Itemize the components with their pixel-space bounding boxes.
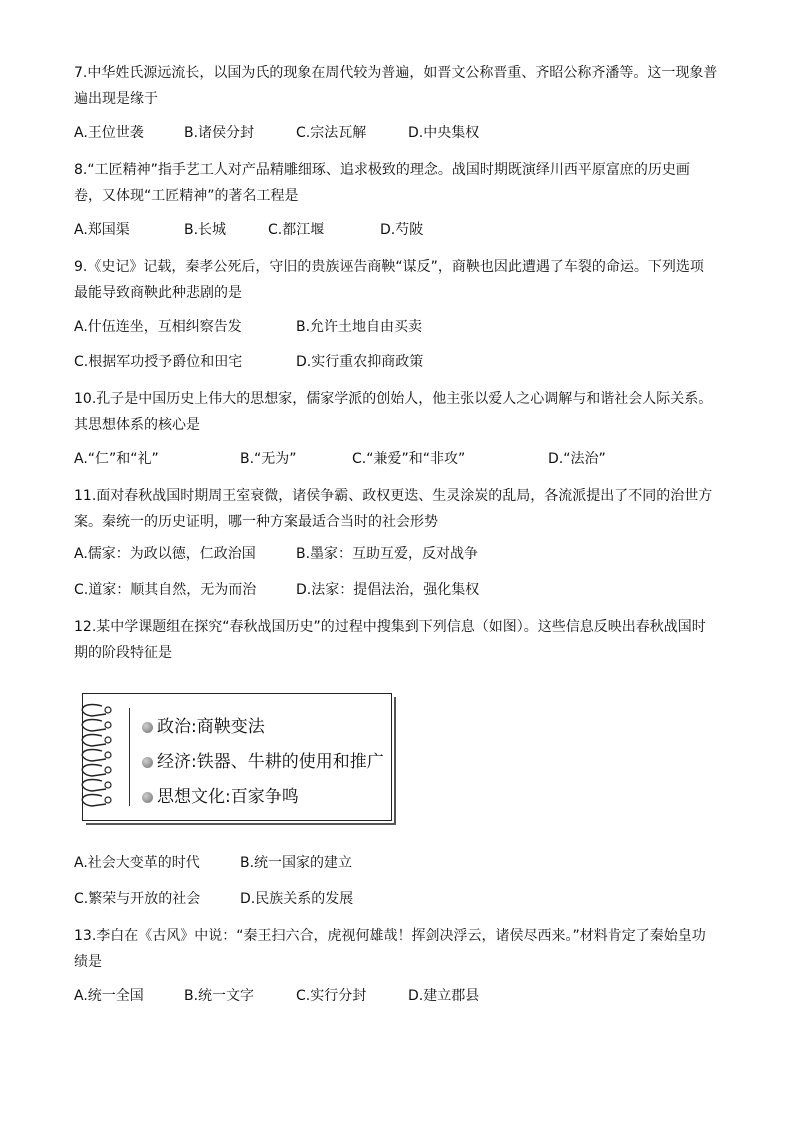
question-8-stem bbox=[74, 157, 724, 209]
question-12-line-1: 12.某中学课题组在探究“春秋战国历史”的过程中搜集到下列信息（如图）。这些信息反映出春秋战国时 bbox=[74, 619, 706, 635]
question-11-stem bbox=[74, 483, 724, 535]
question-7-line-1: 7.中华姓氏源远流长，以国为氏的现象在周代较为普遍，如晋文公称晋重、齐昭公称齐潘等。这一现象普 bbox=[74, 65, 718, 81]
question-11-option-d: D.法家：提倡法治，强化集权 bbox=[296, 582, 480, 598]
question-9-option-b: B.允许土地自由买卖 bbox=[296, 319, 423, 335]
question-10-stem bbox=[74, 386, 724, 438]
question-10-option-b: B.“无为” bbox=[240, 451, 297, 467]
question-8-option-c: C.都江堰 bbox=[268, 222, 325, 238]
question-9-line-1: 9.《史记》记载，秦孝公死后，守旧的贵族诬告商鞅“谋反”，商鞅也因此遭遇了车裂的命运。下列选项 bbox=[74, 259, 704, 275]
question-9-option-a: A.什伍连坐，互相纠察告发 bbox=[74, 319, 242, 335]
question-7-stem bbox=[74, 60, 724, 112]
question-11-option-a: A.儒家：为政以德，仁政治国 bbox=[74, 546, 256, 562]
question-11-option-b: B.墨家：互助互爱，反对战争 bbox=[296, 546, 479, 562]
question-10-line-1: 10.孔子是中国历史上伟大的思想家，儒家学派的创始人，他主张以爱人之心调解与和谐社会人际关系。 bbox=[74, 391, 713, 407]
question-10-line-2: 其思想体系的核心是 bbox=[74, 417, 200, 433]
question-9-option-c: C.根据军功授予爵位和田宅 bbox=[74, 354, 243, 370]
bullet-icon bbox=[142, 792, 153, 803]
question-13-option-d: D.建立郡县 bbox=[408, 988, 480, 1004]
spiral-binding-icon bbox=[72, 690, 132, 824]
question-12-line-2: 期的阶段特征是 bbox=[74, 645, 172, 661]
question-7-option-d: D.中央集权 bbox=[408, 125, 480, 141]
question-11-line-2: 案。秦统一的历史证明，哪一种方案最适合当时的社会形势 bbox=[74, 514, 438, 530]
question-13-option-c: C.实行分封 bbox=[296, 988, 367, 1004]
question-11-option-c: C.道家：顺其自然，无为而治 bbox=[74, 582, 257, 598]
question-7-line-2: 遍出现是缘于 bbox=[74, 91, 158, 107]
question-9-stem bbox=[74, 254, 724, 306]
question-8-option-b: B.长城 bbox=[184, 222, 227, 238]
question-8-option-a: A.郑国渠 bbox=[74, 222, 130, 238]
question-7-option-c: C.宗法瓦解 bbox=[296, 125, 367, 141]
notebook-item-economy-text: 经济:铁器、牛耕的使用和推广 bbox=[157, 752, 384, 772]
question-13-option-a: A.统一全国 bbox=[74, 988, 144, 1004]
question-12-stem bbox=[74, 614, 724, 666]
question-7-option-b: B.诸侯分封 bbox=[184, 125, 255, 141]
bullet-icon bbox=[142, 757, 153, 768]
question-13-stem bbox=[74, 923, 724, 975]
question-8-line-2: 卷，又体现“工匠精神”的著名工程是 bbox=[74, 188, 299, 204]
question-12-option-d: D.民族关系的发展 bbox=[240, 891, 354, 907]
question-12-option-c: C.繁荣与开放的社会 bbox=[74, 891, 201, 907]
notebook-item-economy bbox=[142, 751, 384, 773]
question-12-option-b: B.统一国家的建立 bbox=[240, 855, 353, 871]
notebook-item-politics-text: 政治:商鞅变法 bbox=[157, 717, 265, 737]
question-12-option-a: A.社会大变革的时代 bbox=[74, 855, 200, 871]
question-9-line-2: 最能导致商鞅此种悲剧的是 bbox=[74, 285, 242, 301]
bullet-icon bbox=[142, 722, 153, 733]
question-10-option-a: A.“仁”和“礼” bbox=[74, 451, 159, 467]
question-8-line-1: 8.“工匠精神”指手艺工人对产品精雕细琢、追求极致的理念。战国时期既演绎川西平原富庶的历史画 bbox=[74, 162, 690, 178]
notebook-item-politics bbox=[142, 716, 265, 738]
question-8-option-d: D.芍陂 bbox=[380, 222, 424, 238]
question-13-line-1: 13.李白在《古风》中说：“秦王扫六合，虎视何雄哉！挥剑决浮云，诸侯尽西来。”材料肯定了秦始皇功 bbox=[74, 928, 706, 944]
question-13-line-2: 绩是 bbox=[74, 954, 102, 970]
notebook-item-culture-text: 思想文化:百家争鸣 bbox=[157, 787, 299, 807]
question-11-line-1: 11.面对春秋战国时期周王室衰微，诸侯争霸、政权更迭、生灵涂炭的乱局，各流派提出了不同的治世方 bbox=[74, 488, 713, 504]
question-9-option-d: D.实行重农抑商政策 bbox=[296, 354, 424, 370]
question-10-option-d: D.“法治” bbox=[548, 451, 606, 467]
question-7-option-a: A.王位世袭 bbox=[74, 125, 144, 141]
spiral-notebook-figure bbox=[72, 690, 394, 824]
question-13-option-b: B.统一文字 bbox=[184, 988, 255, 1004]
question-10-option-c: C.“兼爱”和“非攻” bbox=[352, 451, 466, 467]
notebook-item-culture bbox=[142, 786, 299, 808]
